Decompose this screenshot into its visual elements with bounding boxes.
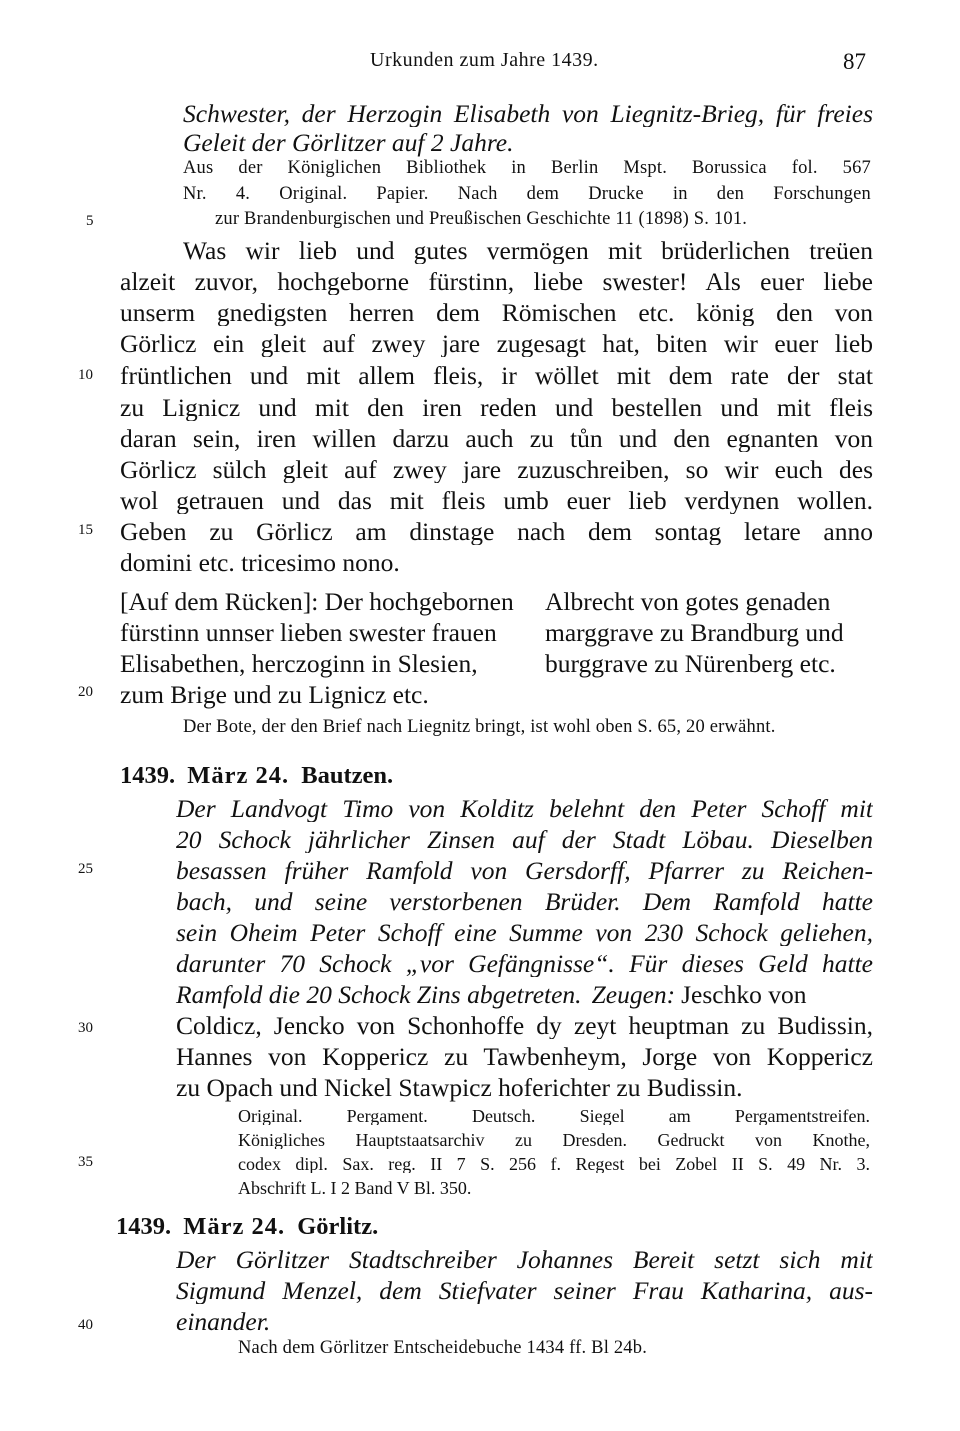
doc1-text-line: Görlicz ein gleit auf zwey jare zugesagt hat, biten wir euer lieb — [120, 331, 873, 357]
margin-line-number: 40 — [78, 1317, 93, 1333]
doc2-date: März 24. — [187, 762, 290, 789]
doc2-source-line: Abschrift L. I 2 Band V Bl. 350. — [238, 1178, 472, 1198]
doc2-regest-line: darunter 70 Schock „vor Gefängnisse“. Für dieses Geld hatte — [176, 951, 873, 977]
doc2-witness-first: Jeschko von — [681, 980, 807, 1009]
doc1-text-line: unserm gnedigsten herren dem Römischen etc. könig den von — [120, 300, 873, 326]
doc1-text-line: zu Lignicz und mit den iren reden und bestellen und mit fleis — [120, 395, 873, 421]
doc1-text-line: früntlichen und mit allem fleis, ir wöllet mit dem rate der stat — [120, 363, 873, 389]
doc3-place: Görlitz. — [297, 1213, 379, 1240]
doc3-date: März 24. — [183, 1213, 286, 1240]
doc1-text-line: domini etc. tricesimo nono. — [120, 548, 400, 577]
doc1-text-line: Was wir lieb und gutes vermögen mit brüderlichen treüen — [183, 238, 873, 264]
doc1-address-right-line: Albrecht von gotes genaden — [545, 587, 831, 616]
doc2-year: 1439. — [120, 762, 176, 789]
doc1-source-line: Nr. 4. Original. Papier. Nach dem Drucke in den Forschungen — [183, 185, 871, 204]
doc2-witness-line: Coldicz, Jencko von Schonhoffe dy zeyt heuptman zu Budissin, — [176, 1013, 873, 1039]
doc2-regest-line: bach, und seine verstorbenen Brüder. Dem Ramfold hatte — [176, 889, 873, 915]
doc1-text-line: Görlicz sülch gleit auf zwey jare zuzuschreiben, so wir euch des — [120, 457, 873, 483]
doc1-text-line: daran sein, iren willen darzu auch zu tůn und den egnanten von — [120, 426, 873, 452]
margin-line-number: 20 — [78, 684, 93, 700]
doc1-address-left-line: [Auf dem Rücken]: Der hochgebornen — [120, 587, 514, 616]
doc3-source: Nach dem Görlitzer Entscheidebuche 1434 ff. Bl 24b. — [238, 1338, 648, 1358]
doc3-year: 1439. — [116, 1213, 172, 1240]
doc2-witness-label: Zeugen: — [591, 980, 676, 1009]
doc1-text-line: alzeit zuvor, hochgeborne fürstinn, liebe swester! Als euer liebe — [120, 269, 873, 295]
margin-line-number: 5 — [86, 213, 94, 229]
doc2-place: Bautzen. — [301, 762, 394, 789]
margin-line-number: 10 — [78, 367, 93, 383]
doc1-source-line: zur Brandenburgischen und Preußischen Geschichte 11 (1898) S. 101. — [215, 209, 748, 229]
doc1-address-left-line: zum Brige und zu Lignicz etc. — [120, 680, 429, 709]
doc1-address-left-line: fürstinn unnser lieben swester frauen — [120, 618, 497, 647]
doc1-note: Der Bote, der den Brief nach Liegnitz bringt, ist wohl oben S. 65, 20 erwähnt. — [183, 717, 776, 737]
margin-line-number: 15 — [78, 522, 93, 538]
doc1-text-line: Geben zu Görlicz am dinstage nach dem sontag letare anno — [120, 519, 873, 545]
doc1-text-line: wol getrauen und das mit fleis umb euer lieb verdynen wollen. — [120, 488, 873, 514]
doc1-address-right-line: burggrave zu Nürenberg etc. — [545, 649, 836, 678]
margin-line-number: 30 — [78, 1020, 93, 1036]
doc2-source-line: Königliches Hauptstaatsarchiv zu Dresden. Gedruckt von Knothe, — [238, 1131, 870, 1149]
doc3-regest-line: Der Görlitzer Stadtschreiber Johannes Bereit setzt sich mit — [176, 1247, 873, 1273]
doc1-address-right-line: marggrave zu Brandburg und — [545, 618, 844, 647]
running-title: Urkunden zum Jahre 1439. — [370, 49, 599, 71]
doc2-source-line: Original. Pergament. Deutsch. Siegel am Pergamentstreifen. — [238, 1107, 870, 1125]
doc3-regest-line: einander. — [176, 1307, 271, 1336]
doc2-regest-last-line — [176, 982, 806, 1008]
doc2-regest-line: Der Landvogt Timo von Kolditz belehnt den Peter Schoff mit — [176, 796, 873, 822]
margin-line-number: 35 — [78, 1154, 93, 1170]
doc2-dateline — [120, 764, 393, 789]
margin-line-number: 25 — [78, 861, 93, 877]
doc2-regest-line: 20 Schock jährlicher Zinsen auf der Stadt Löbau. Dieselben — [176, 827, 873, 853]
doc3-dateline — [116, 1215, 378, 1240]
doc2-witness-line: Hannes von Koppericz zu Tawbenheym, Jorge von Koppericz — [176, 1044, 873, 1070]
doc1-source-line: Aus der Königlichen Bibliothek in Berlin Mspt. Borussica fol. 567 — [183, 159, 871, 178]
doc2-witness-line: zu Opach und Nickel Stawpicz hoferichter zu Budissin. — [176, 1073, 743, 1102]
doc2-regest-line: sein Oheim Peter Schoff eine Summe von 230 Schock geliehen, — [176, 920, 873, 946]
doc1-regest-line: Schwester, der Herzogin Elisabeth von Liegnitz-Brieg, für freies — [183, 101, 873, 127]
doc1-address-left-line: Elisabethen, herczoginn in Slesien, — [120, 649, 478, 678]
doc2-source-line: codex dipl. Sax. reg. II 7 S. 256 f. Regest bei Zobel II S. 49 Nr. 3. — [238, 1155, 870, 1173]
doc1-regest-line: Geleit der Görlitzer auf 2 Jahre. — [183, 128, 514, 157]
page-number: 87 — [843, 49, 866, 74]
doc3-regest-line: Sigmund Menzel, dem Stiefvater seiner Frau Katharina, aus- — [176, 1278, 873, 1304]
doc2-regest-line: Ramfold die 20 Schock Zins abgetreten. — [176, 980, 582, 1009]
doc2-regest-line: besassen früher Ramfold von Gersdorff, Pfarrer zu Reichen- — [176, 858, 873, 884]
